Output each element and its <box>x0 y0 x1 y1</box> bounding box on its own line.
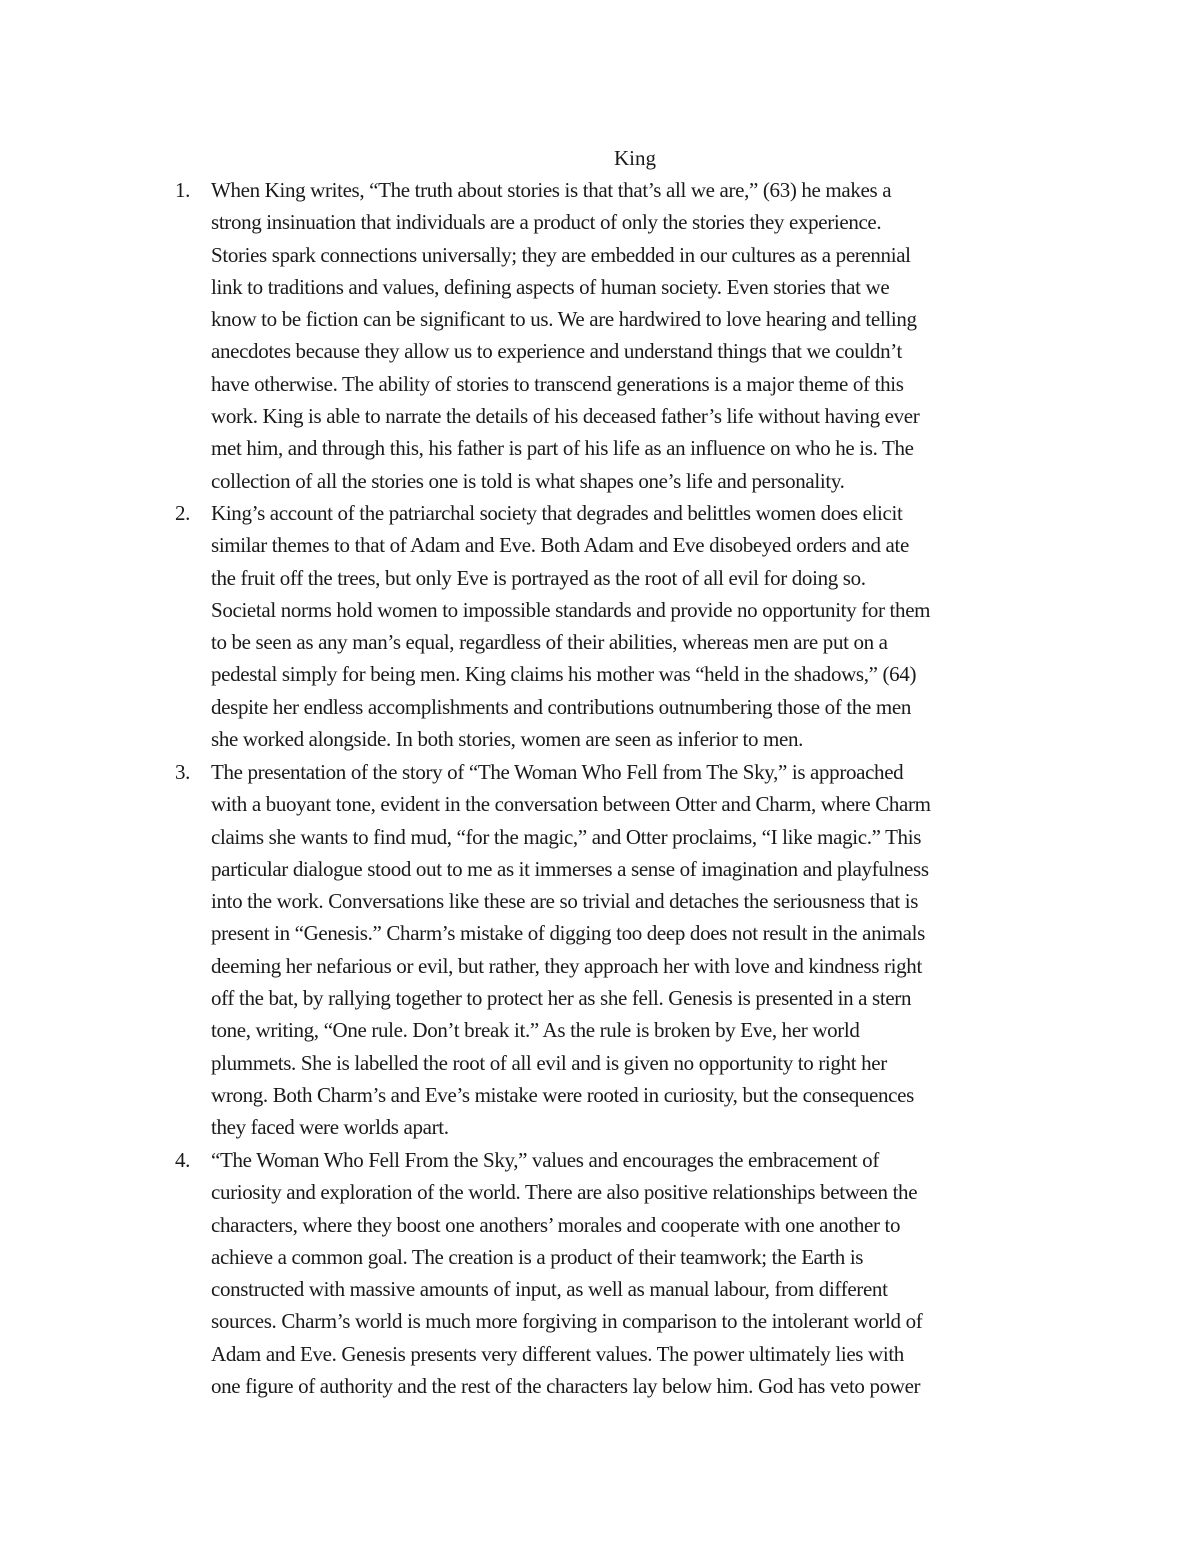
paragraph-line: plummets. She is labelled the root of all evil and is given no opportunity to right her <box>211 1050 887 1075</box>
paragraph-line: The presentation of the story of “The Woman Who Fell from The Sky,” is approached <box>211 760 904 784</box>
paragraph-line: to be seen as any man’s equal, regardless of their abilities, whereas men are put on a <box>211 630 888 655</box>
paragraph-line: claims she wants to find mud, “for the magic,” and Otter proclaims, “I like magic.” This <box>211 824 922 849</box>
paragraph-line: Stories spark connections universally; they are embedded in our cultures as a perennial <box>211 242 911 267</box>
paragraph-line: present in “Genesis.” Charm’s mistake of digging too deep does not result in the animals <box>211 921 925 946</box>
paragraph-line: achieve a common goal. The creation is a product of their teamwork; the Earth is <box>211 1244 864 1269</box>
list-item-number: 4. <box>175 1148 191 1172</box>
paragraph-line: deeming her nefarious or evil, but rather, they approach her with love and kindness right <box>211 953 922 978</box>
paragraph-line: pedestal simply for being men. King claims his mother was “held in the shadows,” (64) <box>211 662 917 687</box>
paragraph-line: When King writes, “The truth about stories is that that’s all we are,” (63) he makes a <box>211 178 892 202</box>
paragraph-line: sources. Charm’s world is much more forgiving in comparison to the intolerant world of <box>211 1309 923 1334</box>
paragraph-line: into the work. Conversations like these are so trivial and detaches the seriousness that is <box>211 889 919 914</box>
paragraph-line: particular dialogue stood out to me as it immerses a sense of imagination and playfulness <box>211 856 929 881</box>
paragraph-line: have otherwise. The ability of stories to transcend generations is a major theme of this <box>211 371 904 396</box>
paragraph-line: with a buoyant tone, evident in the conversation between Otter and Charm, where Charm <box>211 792 931 817</box>
paragraph-line: strong insinuation that individuals are a product of only the stories they experience. <box>211 210 882 235</box>
paragraph-line: Societal norms hold women to impossible standards and provide no opportunity for them <box>211 597 931 622</box>
paragraph-line: despite her endless accomplishments and contributions outnumbering those of the men <box>211 694 911 719</box>
paragraph-line: constructed with massive amounts of input, as well as manual labour, from different <box>211 1277 888 1302</box>
paragraph-line: one figure of authority and the rest of the characters lay below him. God has veto power <box>211 1374 921 1399</box>
paragraph-line: work. King is able to narrate the details of his deceased father’s life without having ever <box>211 404 920 429</box>
paragraph-line: similar themes to that of Adam and Eve. Both Adam and Eve disobeyed orders and ate <box>211 533 909 558</box>
list-item <box>175 497 1061 755</box>
paragraph-line: tone, writing, “One rule. Don’t break it.” As the rule is broken by Eve, her world <box>211 1018 860 1043</box>
paragraph-line: met him, and through this, his father is part of his life as an influence on who he is. The <box>211 436 914 461</box>
list-item <box>175 1144 1061 1402</box>
paragraph-line: they faced were worlds apart. <box>211 1115 449 1140</box>
paragraph-line: wrong. Both Charm’s and Eve’s mistake were rooted in curiosity, but the consequences <box>211 1082 914 1107</box>
paragraph-line: anecdotes because they allow us to experience and understand things that we couldn’t <box>211 339 902 364</box>
paragraph-line: off the bat, by rallying together to protect her as she fell. Genesis is presented in a stern <box>211 986 912 1011</box>
list-item-number: 1. <box>175 178 191 202</box>
paragraph-line: “The Woman Who Fell From the Sky,” values and encourages the embracement of <box>211 1148 879 1172</box>
paragraph-line: she worked alongside. In both stories, women are seen as inferior to men. <box>211 727 804 752</box>
document-title: King <box>614 146 656 170</box>
list-item-number: 2. <box>175 501 191 525</box>
list-item <box>175 756 1061 1144</box>
list-item <box>175 174 1061 497</box>
paragraph-line: King’s account of the patriarchal society that degrades and belittles women does elicit <box>211 501 903 525</box>
paragraph-line: characters, where they boost one anothers’ morales and cooperate with one another to <box>211 1212 901 1237</box>
list-item-number: 3. <box>175 760 191 784</box>
paragraph-line: link to traditions and values, defining aspects of human society. Even stories that we <box>211 274 890 299</box>
paragraph-line: curiosity and exploration of the world. There are also positive relationships between the <box>211 1180 918 1205</box>
paragraph-line: Adam and Eve. Genesis presents very different values. The power ultimately lies with <box>211 1341 904 1366</box>
paragraph-line: know to be fiction can be significant to us. We are hardwired to love hearing and telling <box>211 307 917 332</box>
paragraph-line: collection of all the stories one is told is what shapes one’s life and personality. <box>211 468 845 493</box>
paragraph-line: the fruit off the trees, but only Eve is portrayed as the root of all evil for doing so. <box>211 565 866 590</box>
